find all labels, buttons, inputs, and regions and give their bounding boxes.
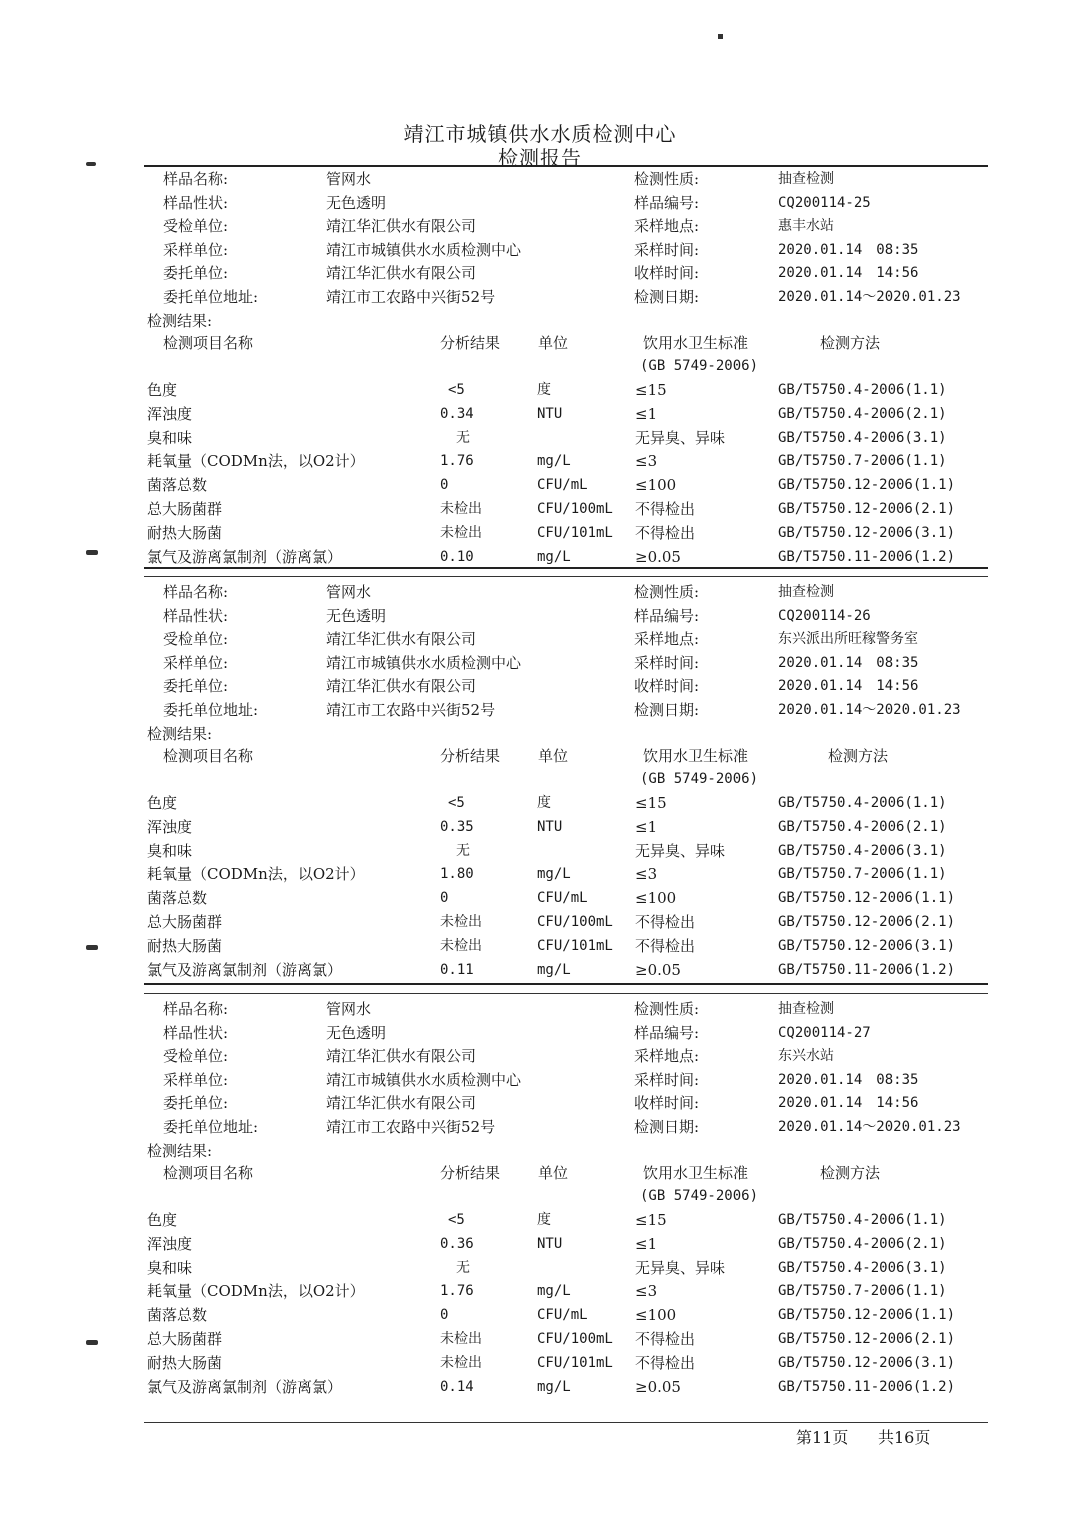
field-value-test-date: 2020.01.14～2020.01.23: [778, 289, 961, 305]
row-result: 0.35: [440, 818, 474, 835]
field-label-inspected-unit: 受检单位:: [163, 217, 229, 236]
row-standard: ≤15: [635, 1211, 667, 1229]
row-result: <5: [448, 1212, 465, 1228]
row-standard: ≥0.05: [635, 960, 681, 979]
field-label-sample-name: 样品名称:: [163, 170, 229, 188]
row-item: 总大肠菌群: [147, 500, 223, 518]
row-method: GB/T5750.7-2006(1.1): [778, 453, 947, 470]
row-method: GB/T5750.11-2006(1.2): [778, 1378, 956, 1395]
section-divider: [144, 983, 988, 985]
field-value-sample-state: 无色透明: [326, 193, 387, 212]
row-unit: CFU/101mL: [537, 524, 613, 541]
field-value-receive-time: 2020.01.14 14:56: [778, 1095, 919, 1112]
field-value-sampling-unit: 靖江市城镇供水水质检测中心: [326, 1070, 522, 1089]
field-label-entrust-address: 委托单位地址:: [163, 1118, 259, 1136]
row-item: 耐热大肠菌: [147, 1353, 223, 1372]
row-standard: ≤1: [635, 817, 658, 836]
col-header-method: 检测方法: [828, 747, 889, 765]
field-value-entrust-address: 靖江市工农路中兴街52号: [326, 1118, 496, 1136]
row-standard: 不得检出: [635, 523, 696, 542]
field-label-entrust-unit: 委托单位:: [163, 677, 229, 696]
col-header-item: 检测项目名称: [163, 1164, 254, 1182]
row-standard: ≤15: [635, 381, 667, 399]
field-label-sampling-unit: 采样单位:: [163, 240, 229, 259]
row-result: 0: [440, 1307, 449, 1324]
field-value-entrust-address: 靖江市工农路中兴街52号: [326, 288, 496, 306]
row-standard: 不得检出: [635, 1330, 696, 1348]
field-label-test-date: 检测日期:: [634, 288, 700, 306]
field-value-inspected-unit: 靖江华汇供水有限公司: [326, 1047, 477, 1066]
row-unit: mg/L: [537, 961, 571, 978]
field-value-test-date: 2020.01.14～2020.01.23: [778, 702, 961, 718]
field-label-test-date: 检测日期:: [634, 1118, 700, 1136]
field-label-sampling-time: 采样时间:: [634, 653, 700, 672]
row-method: GB/T5750.12-2006(1.1): [778, 1307, 956, 1324]
row-item: 浑浊度: [147, 817, 193, 836]
col-header-standard-sub: (GB 5749-2006): [640, 358, 759, 374]
row-method: GB/T5750.4-2006(3.1): [778, 842, 947, 859]
row-method: GB/T5750.11-2006(1.2): [778, 548, 956, 565]
row-unit: CFU/100mL: [537, 1331, 613, 1347]
scan-mark: [86, 550, 98, 555]
row-item: 氯气及游离氯制剂（游离氯）: [147, 547, 343, 566]
col-header-standard-sub: (GB 5749-2006): [640, 771, 759, 787]
col-header-unit: 单位: [538, 1164, 569, 1182]
field-label-sample-no: 样品编号:: [634, 1023, 700, 1042]
row-unit: NTU: [537, 1235, 563, 1252]
field-value-inspected-unit: 靖江华汇供水有限公司: [326, 630, 477, 649]
row-result: 无: [456, 842, 470, 859]
field-value-sampling-unit: 靖江市城镇供水水质检测中心: [326, 240, 522, 259]
field-label-sample-name: 样品名称:: [163, 583, 229, 601]
col-header-item: 检测项目名称: [163, 747, 254, 765]
row-unit: NTU: [537, 405, 563, 422]
row-unit: mg/L: [537, 1283, 571, 1300]
field-value-sample-no: CQ200114-25: [778, 194, 871, 211]
row-standard: ≤3: [635, 865, 658, 884]
row-result: 无: [456, 1259, 470, 1276]
row-item: 总大肠菌群: [147, 913, 223, 931]
field-label-sampling-time: 采样时间:: [634, 1070, 700, 1089]
field-label-inspected-unit: 受检单位:: [163, 1047, 229, 1066]
row-result: 未检出: [440, 914, 482, 930]
col-header-standard: 饮用水卫生标准: [643, 334, 749, 352]
row-method: GB/T5750.12-2006(3.1): [778, 524, 956, 541]
field-value-sample-name: 管网水: [326, 1000, 372, 1018]
row-unit: 度: [537, 382, 551, 398]
header-rule: [144, 165, 988, 167]
col-header-standard: 饮用水卫生标准: [643, 747, 749, 765]
field-value-sampling-site: 东兴水站: [778, 1048, 834, 1065]
row-result: <5: [448, 795, 465, 811]
field-label-sample-no: 样品编号:: [634, 606, 700, 625]
row-unit: CFU/101mL: [537, 1354, 613, 1371]
row-standard: 不得检出: [635, 1353, 696, 1372]
row-standard: 不得检出: [635, 936, 696, 955]
row-standard: ≤100: [635, 476, 677, 495]
field-value-receive-time: 2020.01.14 14:56: [778, 678, 919, 695]
field-label-entrust-unit: 委托单位:: [163, 1094, 229, 1113]
field-label-sampling-time: 采样时间:: [634, 240, 700, 259]
field-value-entrust-address: 靖江市工农路中兴街52号: [326, 701, 496, 719]
field-value-sample-name: 管网水: [326, 170, 372, 188]
row-method: GB/T5750.4-2006(3.1): [778, 1259, 947, 1276]
footer-rule: [144, 1422, 988, 1423]
field-value-entrust-unit: 靖江华汇供水有限公司: [326, 1094, 477, 1113]
row-result: 1.76: [440, 453, 474, 470]
field-label-entrust-address: 委托单位地址:: [163, 288, 259, 306]
field-value-sampling-time: 2020.01.14 08:35: [778, 241, 919, 258]
row-result: 无: [456, 429, 470, 446]
row-item: 臭和味: [147, 841, 193, 860]
row-method: GB/T5750.12-2006(1.1): [778, 890, 956, 907]
col-header-standard: 饮用水卫生标准: [643, 1164, 749, 1182]
row-unit: CFU/mL: [537, 1307, 588, 1324]
field-value-inspected-unit: 靖江华汇供水有限公司: [326, 217, 477, 236]
results-label: 检测结果:: [147, 725, 213, 743]
row-result: 未检出: [440, 524, 482, 541]
row-result: 0.34: [440, 405, 474, 422]
col-header-unit: 单位: [538, 747, 569, 765]
field-value-entrust-unit: 靖江华汇供水有限公司: [326, 264, 477, 283]
row-unit: mg/L: [537, 866, 571, 883]
row-method: GB/T5750.7-2006(1.1): [778, 1283, 947, 1300]
field-label-test-nature: 检测性质:: [634, 170, 700, 188]
row-item: 耐热大肠菌: [147, 936, 223, 955]
row-item: 耗氧量（CODMn法，以O2计）: [147, 452, 365, 471]
results-label: 检测结果:: [147, 1142, 213, 1160]
row-standard: ≤1: [635, 1234, 658, 1253]
field-label-inspected-unit: 受检单位:: [163, 630, 229, 649]
row-item: 浑浊度: [147, 404, 193, 423]
row-method: GB/T5750.12-2006(3.1): [778, 937, 956, 954]
row-method: GB/T5750.4-2006(3.1): [778, 429, 947, 446]
field-value-sampling-time: 2020.01.14 08:35: [778, 1071, 919, 1088]
row-item: 耗氧量（CODMn法，以O2计）: [147, 1282, 365, 1301]
row-unit: CFU/mL: [537, 477, 588, 494]
row-result: 1.80: [440, 866, 474, 883]
field-value-test-nature: 抽查检测: [778, 1001, 834, 1017]
row-method: GB/T5750.12-2006(2.1): [778, 914, 956, 930]
row-item: 菌落总数: [147, 476, 208, 495]
row-item: 氯气及游离氯制剂（游离氯）: [147, 960, 343, 979]
row-standard: ≤100: [635, 1306, 677, 1325]
results-label: 检测结果:: [147, 312, 213, 330]
row-item: 总大肠菌群: [147, 1330, 223, 1348]
row-item: 菌落总数: [147, 1306, 208, 1325]
row-method: GB/T5750.4-2006(1.1): [778, 795, 947, 811]
section-divider: [144, 993, 988, 994]
row-item: 氯气及游离氯制剂（游离氯）: [147, 1377, 343, 1396]
col-header-unit: 单位: [538, 334, 569, 352]
row-standard: ≤3: [635, 1282, 658, 1301]
field-label-sampling-unit: 采样单位:: [163, 1070, 229, 1089]
field-value-sample-state: 无色透明: [326, 606, 387, 625]
page-number: 第11页: [796, 1428, 849, 1447]
field-label-sampling-site: 采样地点:: [634, 217, 700, 236]
row-result: <5: [448, 382, 465, 398]
scan-mark: [86, 162, 96, 166]
row-standard: ≤1: [635, 404, 658, 423]
row-standard: ≤100: [635, 889, 677, 908]
col-header-standard-sub: (GB 5749-2006): [640, 1188, 759, 1204]
row-standard: ≥0.05: [635, 547, 681, 566]
row-item: 臭和味: [147, 428, 193, 447]
field-label-test-nature: 检测性质:: [634, 1000, 700, 1018]
field-label-sample-name: 样品名称:: [163, 1000, 229, 1018]
field-label-sample-state: 样品性状:: [163, 1023, 229, 1042]
row-method: GB/T5750.4-2006(1.1): [778, 1212, 947, 1228]
field-label-test-date: 检测日期:: [634, 701, 700, 719]
scan-mark: [718, 34, 723, 39]
row-result: 未检出: [440, 937, 482, 954]
field-value-sample-no: CQ200114-26: [778, 607, 871, 624]
row-method: GB/T5750.4-2006(2.1): [778, 1235, 947, 1252]
row-item: 耐热大肠菌: [147, 523, 223, 542]
row-method: GB/T5750.12-2006(3.1): [778, 1354, 956, 1371]
field-value-receive-time: 2020.01.14 14:56: [778, 265, 919, 282]
row-item: 色度: [147, 1211, 178, 1229]
page-total: 共16页: [878, 1428, 931, 1447]
field-value-sample-name: 管网水: [326, 583, 372, 601]
field-label-receive-time: 收样时间:: [634, 677, 700, 696]
scan-mark: [86, 1340, 98, 1345]
row-unit: NTU: [537, 818, 563, 835]
row-result: 1.76: [440, 1283, 474, 1300]
row-item: 菌落总数: [147, 889, 208, 908]
section-divider: [144, 576, 988, 577]
col-header-result: 分析结果: [440, 1164, 501, 1182]
field-value-test-nature: 抽查检测: [778, 171, 834, 187]
row-standard: ≤15: [635, 794, 667, 812]
row-method: GB/T5750.4-2006(1.1): [778, 382, 947, 398]
col-header-result: 分析结果: [440, 747, 501, 765]
row-standard: 不得检出: [635, 500, 696, 518]
row-result: 未检出: [440, 1354, 482, 1371]
field-value-sampling-unit: 靖江市城镇供水水质检测中心: [326, 653, 522, 672]
row-standard: ≥0.05: [635, 1377, 681, 1396]
row-standard: 无异臭、异味: [635, 428, 726, 447]
field-label-sample-state: 样品性状:: [163, 606, 229, 625]
row-method: GB/T5750.11-2006(1.2): [778, 961, 956, 978]
row-method: GB/T5750.12-2006(1.1): [778, 477, 956, 494]
row-item: 色度: [147, 794, 178, 812]
field-label-sample-state: 样品性状:: [163, 193, 229, 212]
row-standard: ≤3: [635, 452, 658, 471]
row-unit: CFU/100mL: [537, 501, 613, 517]
row-unit: CFU/mL: [537, 890, 588, 907]
row-unit: CFU/101mL: [537, 937, 613, 954]
col-header-method: 检测方法: [820, 334, 881, 352]
field-value-entrust-unit: 靖江华汇供水有限公司: [326, 677, 477, 696]
field-label-sampling-site: 采样地点:: [634, 1047, 700, 1066]
row-item: 浑浊度: [147, 1234, 193, 1253]
org-title: 靖江市城镇供水水质检测中心: [403, 122, 677, 146]
field-value-sample-state: 无色透明: [326, 1023, 387, 1042]
row-result: 0.11: [440, 961, 474, 978]
row-standard: 不得检出: [635, 913, 696, 931]
field-label-sampling-unit: 采样单位:: [163, 653, 229, 672]
field-value-sampling-site: 东兴派出所旺稼警务室: [778, 631, 918, 648]
row-method: GB/T5750.7-2006(1.1): [778, 866, 947, 883]
report-title: 检测报告: [498, 146, 582, 170]
row-result: 0: [440, 477, 449, 494]
row-unit: 度: [537, 795, 551, 811]
row-result: 0.14: [440, 1378, 474, 1395]
row-result: 未检出: [440, 1331, 482, 1347]
row-result: 0: [440, 890, 449, 907]
field-label-sampling-site: 采样地点:: [634, 630, 700, 649]
row-unit: mg/L: [537, 453, 571, 470]
field-value-sampling-time: 2020.01.14 08:35: [778, 654, 919, 671]
field-value-test-nature: 抽查检测: [778, 584, 834, 600]
field-label-receive-time: 收样时间:: [634, 1094, 700, 1113]
row-unit: 度: [537, 1212, 551, 1228]
row-method: GB/T5750.4-2006(2.1): [778, 818, 947, 835]
scan-mark: [86, 945, 98, 950]
row-item: 臭和味: [147, 1258, 193, 1277]
col-header-method: 检测方法: [820, 1164, 881, 1182]
row-method: GB/T5750.12-2006(2.1): [778, 1331, 956, 1347]
field-value-sample-no: CQ200114-27: [778, 1024, 871, 1041]
section-divider: [144, 567, 988, 569]
row-unit: CFU/100mL: [537, 914, 613, 930]
col-header-result: 分析结果: [440, 334, 501, 352]
row-unit: mg/L: [537, 1378, 571, 1395]
field-value-sampling-site: 惠丰水站: [778, 218, 834, 235]
col-header-item: 检测项目名称: [163, 334, 254, 352]
row-standard: 无异臭、异味: [635, 1258, 726, 1277]
row-result: 0.36: [440, 1235, 474, 1252]
row-item: 色度: [147, 381, 178, 399]
field-label-sample-no: 样品编号:: [634, 193, 700, 212]
row-method: GB/T5750.12-2006(2.1): [778, 501, 956, 517]
row-item: 耗氧量（CODMn法，以O2计）: [147, 865, 365, 884]
row-unit: mg/L: [537, 548, 571, 565]
row-result: 0.10: [440, 548, 474, 565]
row-standard: 无异臭、异味: [635, 841, 726, 860]
row-method: GB/T5750.4-2006(2.1): [778, 405, 947, 422]
field-label-entrust-unit: 委托单位:: [163, 264, 229, 283]
field-label-test-nature: 检测性质:: [634, 583, 700, 601]
field-label-receive-time: 收样时间:: [634, 264, 700, 283]
field-label-entrust-address: 委托单位地址:: [163, 701, 259, 719]
field-value-test-date: 2020.01.14～2020.01.23: [778, 1119, 961, 1135]
row-result: 未检出: [440, 501, 482, 517]
